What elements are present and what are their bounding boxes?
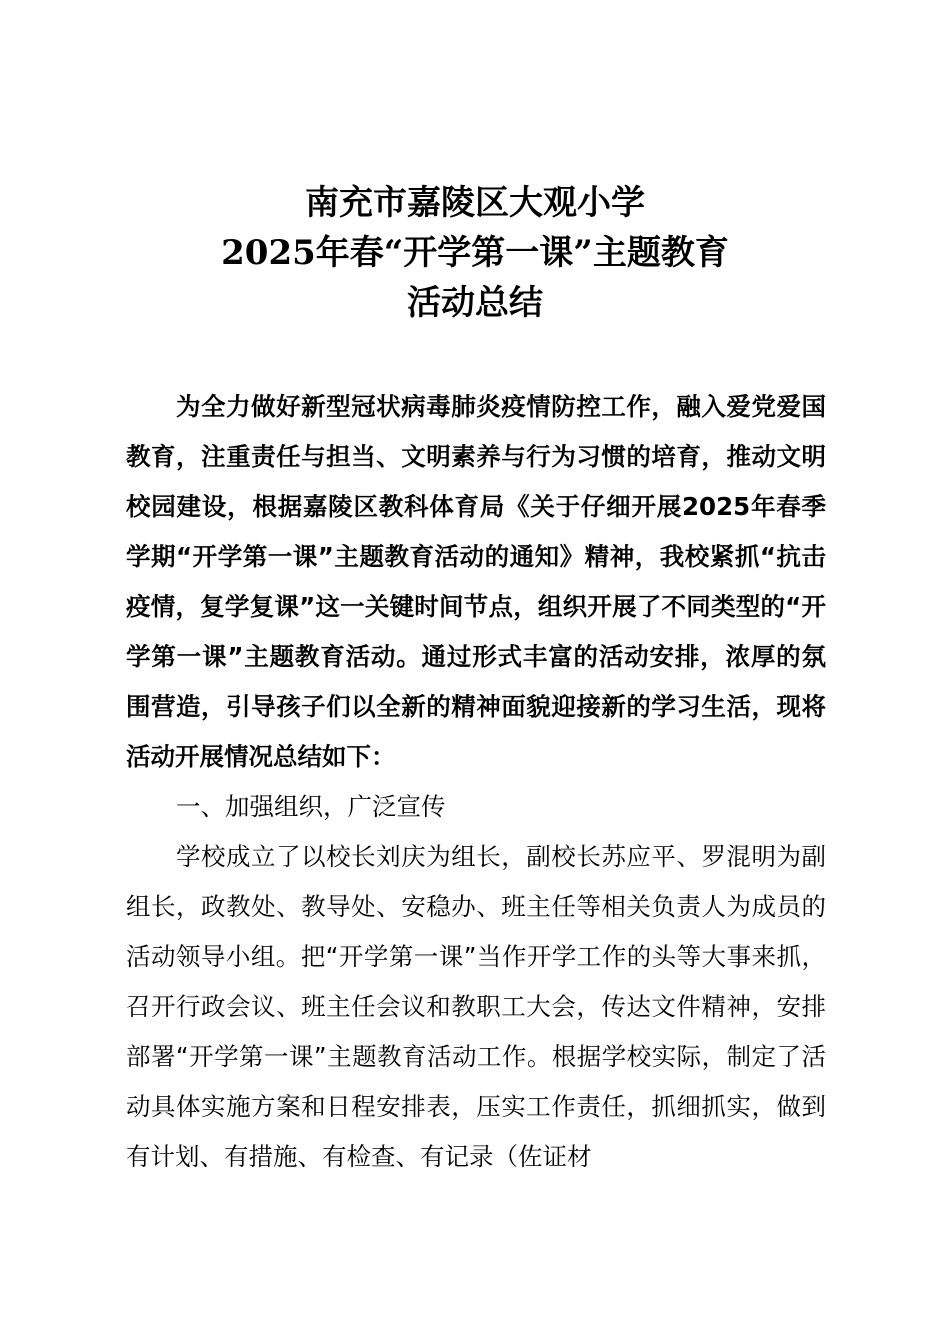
title-line-summary: 活动总结 — [407, 283, 543, 323]
document-title — [0, 178, 950, 328]
title-line-event: 2025年春“开学第一课”主题教育 — [221, 233, 729, 273]
section-one — [126, 782, 826, 1182]
intro-section — [126, 382, 826, 782]
section-paragraph: 学校成立了以校长刘庆为组长，副校长苏应平、罗混明为副组长，政教处、教导处、安稳办、班主任等相关负责人为成员的活动领导小组。把“开学第一课”当作开学工作的头等大事来抓，召开行政会议、班主任会议和教职工大会，传达文件精神，安排部署“开学第一课”主题教育活动工作。根据学校实际，制定了活动具体实施方案和日程安排表，压实工作责任，抓细抓实，做到有计划、有措施、有检查、有记录（佐证材 — [126, 842, 826, 1171]
title-line-school: 南充市嘉陵区大观小学 — [305, 183, 645, 223]
intro-paragraph: 为全力做好新型冠状病毒肺炎疫情防控工作，融入爱党爱国教育，注重责任与担当、文明素养与行为习惯的培育，推动文明校园建设，根据嘉陵区教科体育局《关于仔细开展2025年春季学期“开学第一课”主题教育活动的通知》精神，我校紧抓“抗击疫情，复学复课”这一关键时间节点，组织开展了不同类型的“开学第一课”主题教育活动。通过形式丰富的活动安排，浓厚的氛围营造，引导孩子们以全新的精神面貌迎接新的学习生活，现将活动开展情况总结如下： — [126, 392, 826, 771]
section-heading: 一、加强组织，广泛宣传 — [176, 792, 446, 821]
